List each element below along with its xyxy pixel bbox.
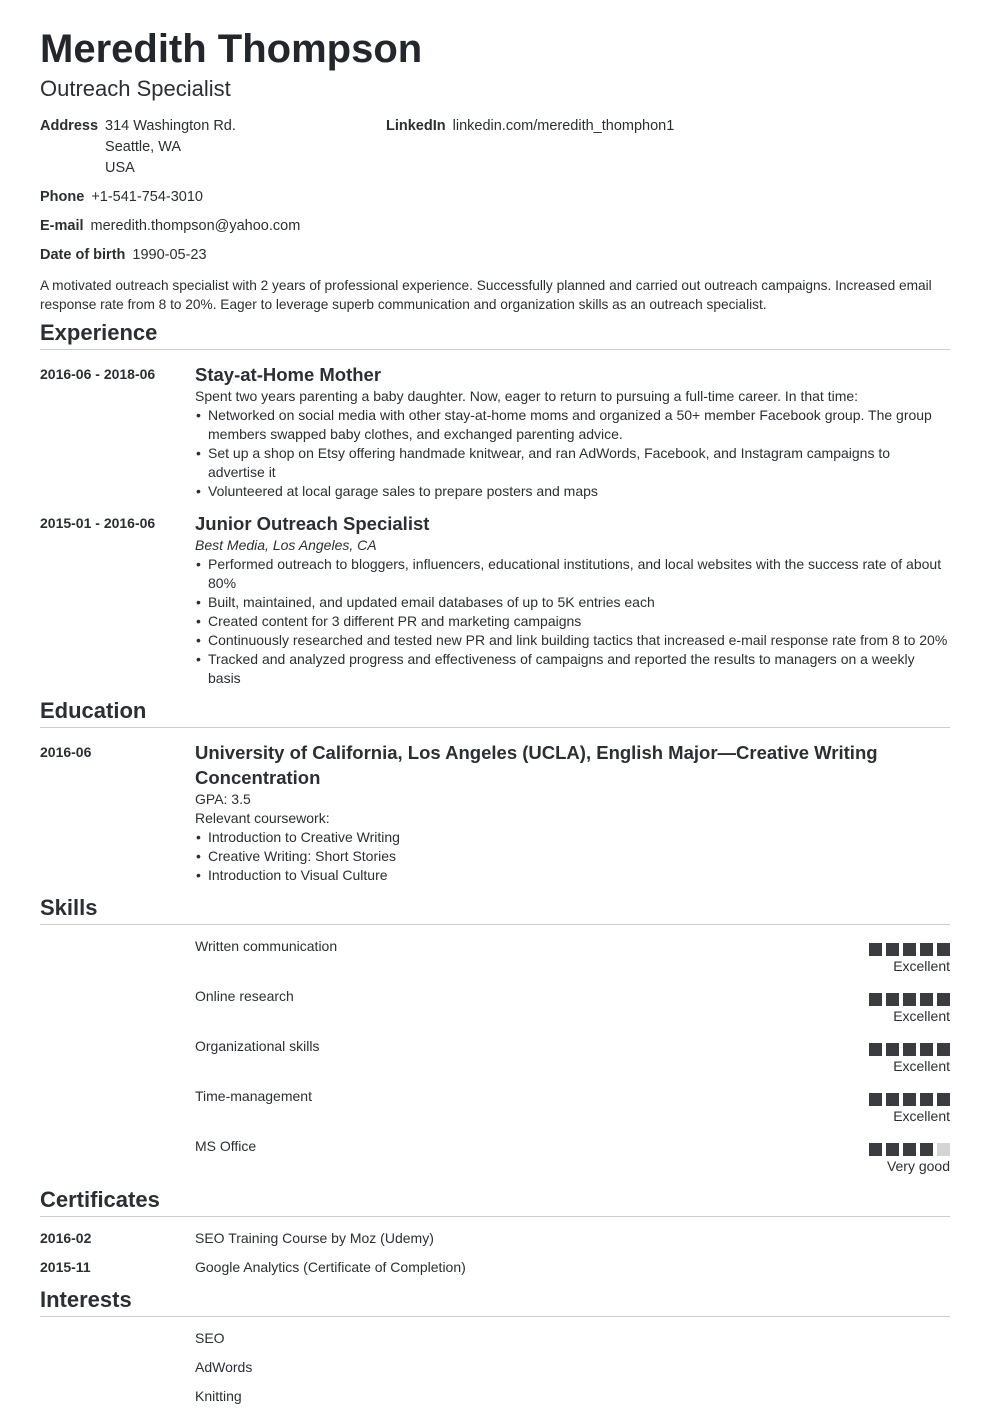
bullet-item: • Volunteered at local garage sales to prepare posters and maps <box>195 482 950 501</box>
skill-name: Written communication <box>195 938 338 954</box>
coursework-label: Relevant coursework: <box>195 810 330 826</box>
resume <box>40 26 950 1416</box>
skill-item <box>195 1087 950 1137</box>
interest-item: SEO <box>195 1330 225 1346</box>
interest-item: Knitting <box>195 1388 242 1404</box>
email-label: E-mail <box>40 218 84 234</box>
rating-box-filled <box>920 1043 933 1056</box>
rating-box-filled <box>920 1093 933 1106</box>
skill-name: MS Office <box>195 1138 257 1154</box>
rating-box-empty <box>937 1143 950 1156</box>
bullet-item: • Set up a shop on Etsy offering handmade knitwear, and ran AdWords, Facebook, and Instagram campaigns to advertise it <box>195 444 950 482</box>
bullet-list <box>195 555 950 688</box>
rating-box-filled <box>869 993 882 1006</box>
experience-body <box>195 362 950 501</box>
rating-box-filled <box>869 1043 882 1056</box>
rating-box-filled <box>937 943 950 956</box>
section-heading-experience: Experience <box>40 320 950 350</box>
rating-box-filled <box>937 1093 950 1106</box>
skill-rating <box>869 1037 950 1087</box>
interests-list <box>40 1329 950 1406</box>
certificate-date: 2015-11 <box>40 1259 91 1275</box>
skill-rating <box>869 987 950 1037</box>
experience-title: Stay-at-Home Mother <box>195 364 382 385</box>
dob-label: Date of birth <box>40 247 126 263</box>
rating-boxes <box>869 1093 950 1106</box>
rating-box-filled <box>920 1143 933 1156</box>
address-line: Seattle, WA <box>105 139 182 155</box>
summary: A motivated outreach specialist with 2 years of professional experience. Successfully planned and carried out outreach campaigns. Increased email response rate from 8 to 20%. Eager to leverage superb communication and organization skills as an outreach specialist. <box>40 278 932 312</box>
gpa: GPA: 3.5 <box>195 791 251 807</box>
bullet-item: • Performed outreach to bloggers, influencers, educational institutions, and local websites with the success rate of about 80% <box>195 555 950 593</box>
address-value <box>105 116 236 179</box>
section-heading-certificates: Certificates <box>40 1187 950 1217</box>
rating-box-filled <box>903 993 916 1006</box>
certificate-item <box>40 1258 950 1277</box>
skill-level-label: Excellent <box>893 1108 950 1124</box>
experience-body <box>195 511 950 688</box>
rating-box-filled <box>886 993 899 1006</box>
experience-date: 2016-06 - 2018-06 <box>40 366 156 382</box>
experience-list <box>40 362 950 688</box>
rating-box-filled <box>886 943 899 956</box>
skill-level-label: Excellent <box>893 958 950 974</box>
linkedin-value[interactable]: linkedin.com/meredith_thomphon1 <box>452 118 675 134</box>
bullet-list <box>195 828 950 885</box>
linkedin-label: LinkedIn <box>386 118 446 134</box>
rating-box-filled <box>886 1143 899 1156</box>
skill-name: Organizational skills <box>195 1038 320 1054</box>
rating-box-filled <box>937 1043 950 1056</box>
certificate-name: Google Analytics (Certificate of Completion) <box>195 1259 466 1275</box>
education-date: 2016-06 <box>40 744 92 760</box>
contact-info <box>40 116 950 274</box>
education-list <box>40 740 950 885</box>
rating-box-filled <box>886 1093 899 1106</box>
skill-level-label: Excellent <box>893 1008 950 1024</box>
skill-item <box>195 1037 950 1087</box>
skill-level-label: Excellent <box>893 1058 950 1074</box>
bullet-item: • Creative Writing: Short Stories <box>195 847 950 866</box>
rating-box-filled <box>937 993 950 1006</box>
phone-value: +1-541-754-3010 <box>91 189 203 205</box>
address-line: 314 Washington Rd. <box>105 118 236 134</box>
experience-date: 2015-01 - 2016-06 <box>40 515 156 531</box>
education-entry <box>40 740 950 885</box>
rating-boxes <box>869 1043 950 1056</box>
certificate-date: 2016-02 <box>40 1230 92 1246</box>
bullet-item: • Introduction to Creative Writing <box>195 828 950 847</box>
dob-value: 1990-05-23 <box>132 247 207 263</box>
certificate-name: SEO Training Course by Moz (Udemy) <box>195 1230 434 1246</box>
education-body <box>195 740 950 885</box>
bullet-item: • Networked on social media with other stay-at-home moms and organized a 50+ member Facebook group. The group members swapped baby clothes, and exchanged parenting advice. <box>195 406 950 444</box>
education-title: University of California, Los Angeles (UCLA), English Major—Creative Writing Concentration <box>195 742 878 788</box>
skill-rating <box>869 1137 950 1187</box>
rating-box-filled <box>869 943 882 956</box>
section-heading-education: Education <box>40 698 950 728</box>
section-heading-interests: Interests <box>40 1287 950 1317</box>
rating-box-filled <box>869 1093 882 1106</box>
rating-boxes <box>869 1143 950 1156</box>
rating-box-filled <box>903 1093 916 1106</box>
skill-item <box>195 1137 950 1187</box>
candidate-name: Meredith Thompson <box>40 27 423 71</box>
bullet-item: • Tracked and analyzed progress and effectiveness of campaigns and reported the results to managers on a weekly basis <box>195 650 950 688</box>
rating-box-filled <box>903 943 916 956</box>
rating-box-filled <box>903 1143 916 1156</box>
skill-item <box>195 937 950 987</box>
section-heading-skills: Skills <box>40 895 950 925</box>
bullet-list <box>195 406 950 501</box>
address-label: Address <box>40 118 99 134</box>
experience-entry <box>40 362 950 501</box>
company: Best Media, Los Angeles, CA <box>195 537 377 553</box>
rating-box-filled <box>869 1143 882 1156</box>
job-title: Outreach Specialist <box>40 76 231 101</box>
description: Spent two years parenting a baby daughter. Now, eager to return to pursuing a full-time career. In that time: <box>195 388 859 404</box>
rating-box-filled <box>903 1043 916 1056</box>
phone-label: Phone <box>40 189 85 205</box>
address-line: USA <box>105 160 135 176</box>
certificate-item <box>40 1229 950 1248</box>
bullet-item: • Created content for 3 different PR and marketing campaigns <box>195 612 950 631</box>
rating-box-filled <box>886 1043 899 1056</box>
rating-boxes <box>869 943 950 956</box>
certificates-list <box>40 1229 950 1277</box>
skill-rating <box>869 1087 950 1137</box>
interest-item: AdWords <box>195 1359 253 1375</box>
rating-box-filled <box>920 993 933 1006</box>
rating-boxes <box>869 993 950 1006</box>
skill-item <box>195 987 950 1037</box>
bullet-item: • Built, maintained, and updated email databases of up to 5K entries each <box>195 593 950 612</box>
email-value[interactable]: meredith.thompson@yahoo.com <box>90 218 301 234</box>
experience-entry <box>40 511 950 688</box>
skill-name: Time-management <box>195 1088 312 1104</box>
skill-name: Online research <box>195 988 294 1004</box>
bullet-item: • Continuously researched and tested new PR and link building tactics that increased e-mail response rate from 8 to 20% <box>195 631 950 650</box>
experience-title: Junior Outreach Specialist <box>195 513 430 534</box>
skills-list <box>40 937 950 1187</box>
bullet-item: • Introduction to Visual Culture <box>195 866 950 885</box>
skill-level-label: Very good <box>886 1158 950 1174</box>
rating-box-filled <box>920 943 933 956</box>
skill-rating <box>869 937 950 987</box>
